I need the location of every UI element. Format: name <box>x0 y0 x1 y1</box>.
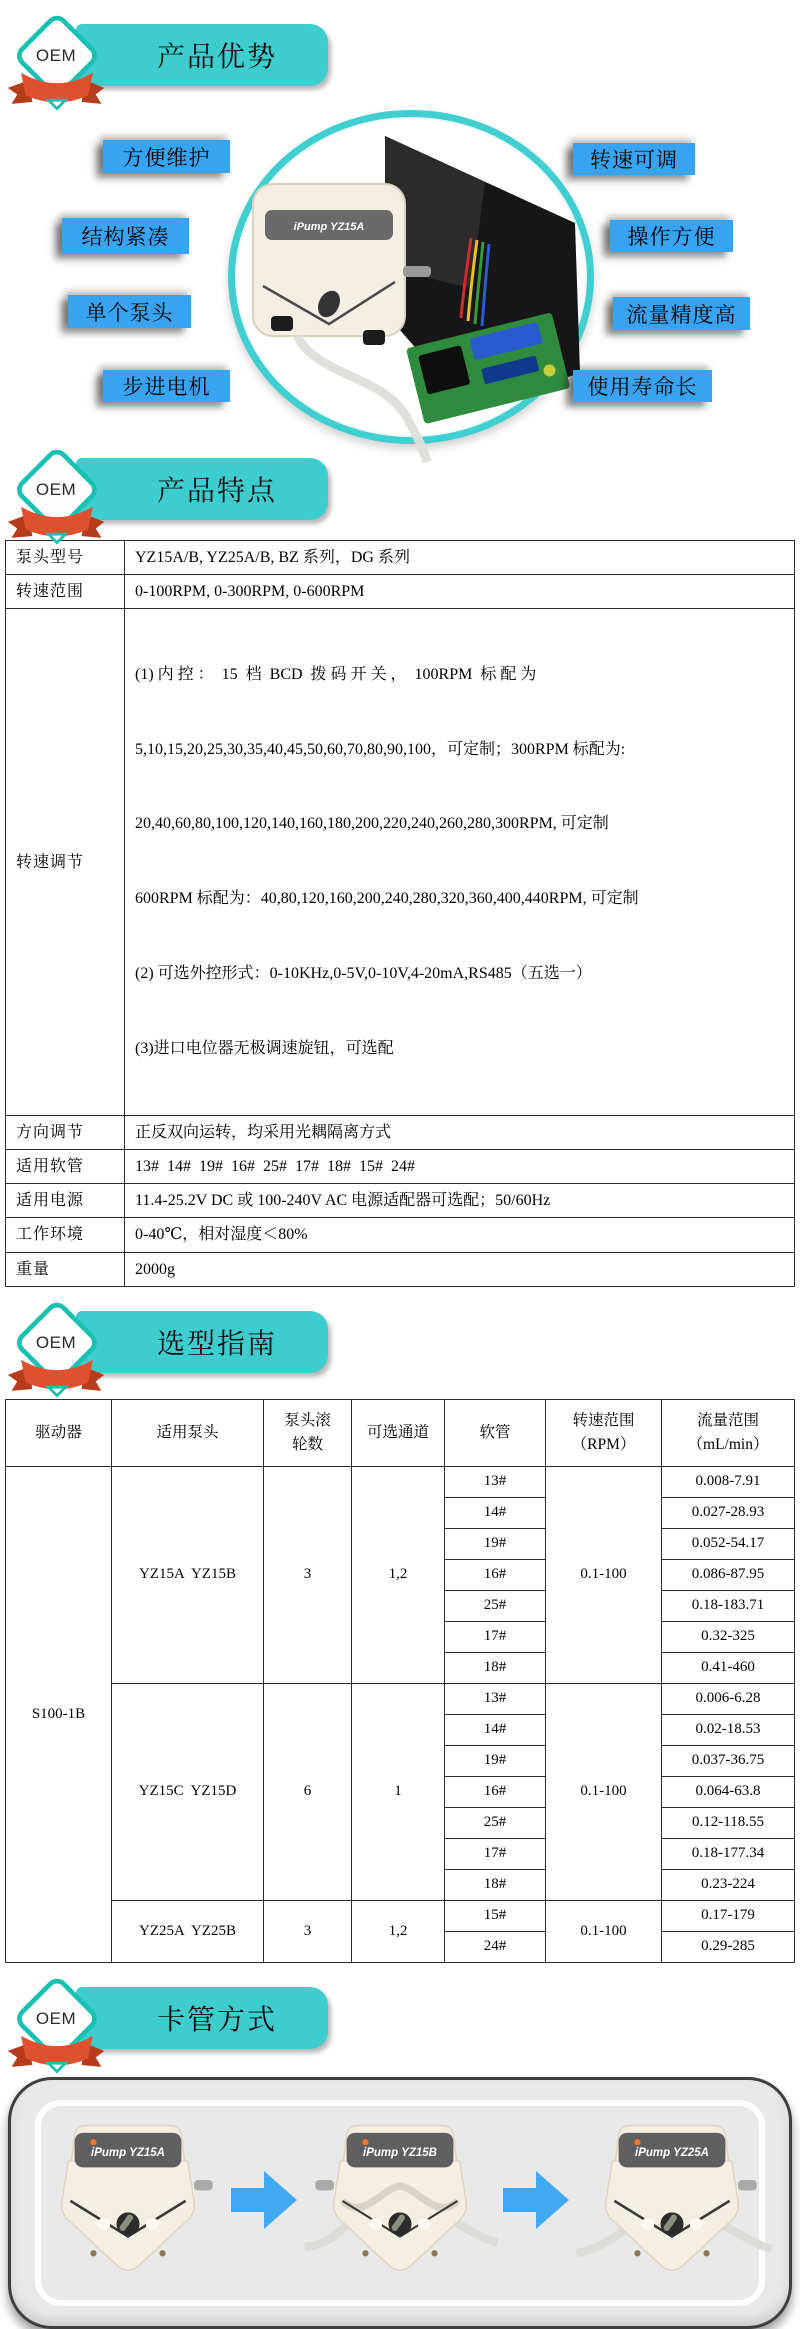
clamping-title-banner <box>76 1987 328 2049</box>
section-title: 卡管方式 <box>156 2003 277 2035</box>
oem-badge <box>4 446 108 558</box>
spec-line: (2) 可选外控形式：0-10KHz,0-5V,0-10V,4-20mA,RS485（五选一） <box>135 965 592 983</box>
cell-flow: 0.41-460 <box>662 1652 795 1683</box>
cell-rollers: 3 <box>264 1900 352 1962</box>
spec-label: 适用软管 <box>6 1150 125 1184</box>
clamping-panel <box>8 2077 792 2329</box>
cell-tube: 25# <box>445 1590 546 1621</box>
spec-label: 方向调节 <box>6 1115 125 1149</box>
spec-label: 泵头型号 <box>6 541 125 575</box>
advantage-label <box>573 370 712 402</box>
cell-channels: 1,2 <box>352 1900 445 1962</box>
cell-flow: 0.23-224 <box>662 1869 795 1900</box>
spec-value <box>125 609 795 1115</box>
cell-pump: YZ25A YZ25B <box>112 1900 264 1962</box>
features-title-banner <box>76 458 328 520</box>
spec-line: 600RPM 标配为：40,80,120,160,200,240,280,320,360,400,440RPM, 可定制 <box>135 890 639 908</box>
advantage-text: 操作方便 <box>627 226 716 249</box>
cell-flow: 0.008-7.91 <box>662 1466 795 1497</box>
col-rollers <box>264 1399 352 1466</box>
spec-line: (3)进口电位器无极调速旋钮，可选配 <box>135 1039 394 1057</box>
cell-flow: 0.02-18.53 <box>662 1714 795 1745</box>
spec-row <box>6 1252 795 1286</box>
cell-flow: 0.32-325 <box>662 1621 795 1652</box>
spec-line: 20,40,60,80,100,120,140,160,180,200,220,240,260,280,300RPM, 可定制 <box>135 815 609 833</box>
table-row <box>6 1466 795 1497</box>
col-speed-line2: （RPM） <box>571 1435 636 1453</box>
spec-value: 2000g <box>125 1252 795 1286</box>
col-speed <box>546 1399 662 1466</box>
cell-tube: 13# <box>445 1466 546 1497</box>
spec-label: 转速范围 <box>6 575 125 609</box>
cell-tube: 16# <box>445 1776 546 1807</box>
advantages-title-banner <box>76 24 328 86</box>
oem-badge <box>4 1299 108 1411</box>
cell-pump: YZ15C YZ15D <box>112 1683 264 1900</box>
advantage-text: 结构紧凑 <box>81 226 170 249</box>
spec-label: 适用电源 <box>6 1184 125 1218</box>
spec-table <box>5 540 795 1287</box>
oem-label: OEM <box>35 480 77 499</box>
spec-line: 5,10,15,20,25,30,35,40,45,50,60,70,80,90,100，可定制；300RPM 标配为: <box>135 740 626 758</box>
section-title: 产品优势 <box>156 41 277 72</box>
pump-label: iPump YZ15B <box>363 2146 437 2159</box>
spec-row <box>6 575 795 609</box>
col-pump: 适用泵头 <box>112 1399 264 1466</box>
spec-label: 重量 <box>6 1252 125 1286</box>
spec-row <box>6 1184 795 1218</box>
cell-flow: 0.17-179 <box>662 1900 795 1931</box>
selection-table <box>5 1399 795 1963</box>
cell-tube: 15# <box>445 1900 546 1931</box>
spec-row <box>6 609 795 1115</box>
advantages-showcase <box>0 106 800 442</box>
col-flow-line2: （mL/min） <box>687 1435 769 1453</box>
cell-speed: 0.1-100 <box>546 1900 662 1962</box>
pump-step-3 <box>583 2110 761 2296</box>
spec-value: 正反双向运转，均采用光耦隔离方式 <box>125 1115 795 1149</box>
pump-label: iPump YZ15A <box>91 2146 165 2159</box>
selection-title-banner <box>76 1311 328 1373</box>
advantage-label <box>103 370 230 402</box>
product-photo <box>228 110 594 444</box>
col-flow-line1: 流量范围 <box>696 1411 759 1429</box>
section-header-selection <box>0 1301 800 1393</box>
oem-diamond-ribbon-icon <box>4 1975 108 2087</box>
spec-row <box>6 541 795 575</box>
cell-speed: 0.1-100 <box>546 1683 662 1900</box>
advantage-text: 步进电机 <box>122 376 211 399</box>
spec-row <box>6 1218 795 1252</box>
spec-row <box>6 1115 795 1149</box>
cell-flow: 0.18-177.34 <box>662 1838 795 1869</box>
col-tube: 软管 <box>445 1399 546 1466</box>
section-title: 产品特点 <box>156 475 277 506</box>
spec-value: 0-40℃，相对湿度＜80% <box>125 1218 795 1252</box>
cell-tube: 18# <box>445 1869 546 1900</box>
advantage-text: 流量精度高 <box>626 303 737 327</box>
oem-diamond-ribbon-icon <box>4 1299 108 1411</box>
pump-step-2 <box>311 2110 489 2296</box>
cell-tube: 19# <box>445 1528 546 1559</box>
cell-flow: 0.18-183.71 <box>662 1590 795 1621</box>
cell-tube: 18# <box>445 1652 546 1683</box>
pump-step-1 <box>39 2110 217 2296</box>
col-driver: 驱动器 <box>6 1399 112 1466</box>
cell-tube: 14# <box>445 1714 546 1745</box>
product-page <box>0 14 800 2159</box>
cell-tube: 14# <box>445 1497 546 1528</box>
oem-label: OEM <box>35 2008 77 2028</box>
oem-label: OEM <box>35 1332 77 1352</box>
cell-flow: 0.052-54.17 <box>662 1528 795 1559</box>
advantage-label <box>62 218 189 254</box>
cell-speed: 0.1-100 <box>546 1466 662 1683</box>
oem-diamond-ribbon-icon <box>4 446 108 558</box>
col-flow <box>662 1399 795 1466</box>
spec-value: 0-100RPM, 0-300RPM, 0-600RPM <box>125 575 795 609</box>
cell-tube: 16# <box>445 1559 546 1590</box>
cell-tube: 25# <box>445 1807 546 1838</box>
table-row <box>6 1900 795 1931</box>
spec-label: 转速调节 <box>6 609 125 1115</box>
pump-assembly-illustration <box>235 117 587 437</box>
photo-pump-label: iPump YZ15A <box>293 221 365 233</box>
section-header-clamping <box>0 1977 800 2069</box>
cell-rollers: 3 <box>264 1466 352 1683</box>
cell-pump: YZ15A YZ15B <box>112 1466 264 1683</box>
advantage-text: 使用寿命长 <box>587 376 698 399</box>
oem-badge <box>4 1975 108 2087</box>
clamping-inner-frame <box>35 2100 765 2306</box>
col-rollers-line1: 泵头滚 <box>284 1411 331 1429</box>
col-speed-line1: 转速范围 <box>572 1411 635 1429</box>
oem-label: OEM <box>35 46 77 65</box>
cell-rollers: 6 <box>264 1683 352 1900</box>
table-row <box>6 1683 795 1714</box>
advantage-label <box>68 295 191 328</box>
cell-tube: 24# <box>445 1931 546 1962</box>
advantage-label <box>613 297 750 330</box>
section-header-advantages <box>0 14 800 106</box>
advantage-text: 转速可调 <box>590 149 678 172</box>
cell-flow: 0.086-87.95 <box>662 1559 795 1590</box>
cell-flow: 0.027-28.93 <box>662 1497 795 1528</box>
section-header-features <box>0 448 800 540</box>
cell-channels: 1,2 <box>352 1466 445 1683</box>
cell-flow: 0.064-63.8 <box>662 1776 795 1807</box>
arrow-right-icon <box>231 2171 297 2229</box>
spec-row <box>6 1150 795 1184</box>
cell-flow: 0.037-36.75 <box>662 1745 795 1776</box>
advantage-text: 方便维护 <box>122 146 211 170</box>
advantage-label <box>573 143 695 175</box>
cell-flow: 0.29-285 <box>662 1931 795 1962</box>
cell-tube: 13# <box>445 1683 546 1714</box>
cell-channels: 1 <box>352 1683 445 1900</box>
spec-value: 13# 14# 19# 16# 25# 17# 18# 15# 24# <box>125 1150 795 1184</box>
advantage-label <box>103 140 230 173</box>
cell-tube: 17# <box>445 1621 546 1652</box>
cell-tube: 17# <box>445 1838 546 1869</box>
cell-driver: S100-1B <box>6 1466 112 1962</box>
cell-tube: 19# <box>445 1745 546 1776</box>
selection-header-row <box>6 1399 795 1466</box>
col-rollers-line2: 轮数 <box>291 1435 323 1453</box>
col-channels: 可选通道 <box>352 1399 445 1466</box>
spec-value: 11.4-25.2V DC 或 100-240V AC 电源适配器可选配；50/60Hz <box>125 1184 795 1218</box>
cell-flow: 0.12-118.55 <box>662 1807 795 1838</box>
section-title: 选型指南 <box>156 1327 277 1359</box>
spec-label: 工作环境 <box>6 1218 125 1252</box>
cell-flow: 0.006-6.28 <box>662 1683 795 1714</box>
advantage-label <box>610 220 733 252</box>
advantage-text: 单个泵头 <box>85 301 174 325</box>
spec-line: (1) 内 控 ： 15 档 BCD 拨 码 开 关 ， 100RPM 标 配 为 <box>135 665 537 683</box>
pump-label: iPump YZ25A <box>635 2146 709 2159</box>
spec-value: YZ15A/B, YZ25A/B, BZ 系列，DG 系列 <box>125 541 795 575</box>
arrow-right-icon <box>503 2171 569 2229</box>
